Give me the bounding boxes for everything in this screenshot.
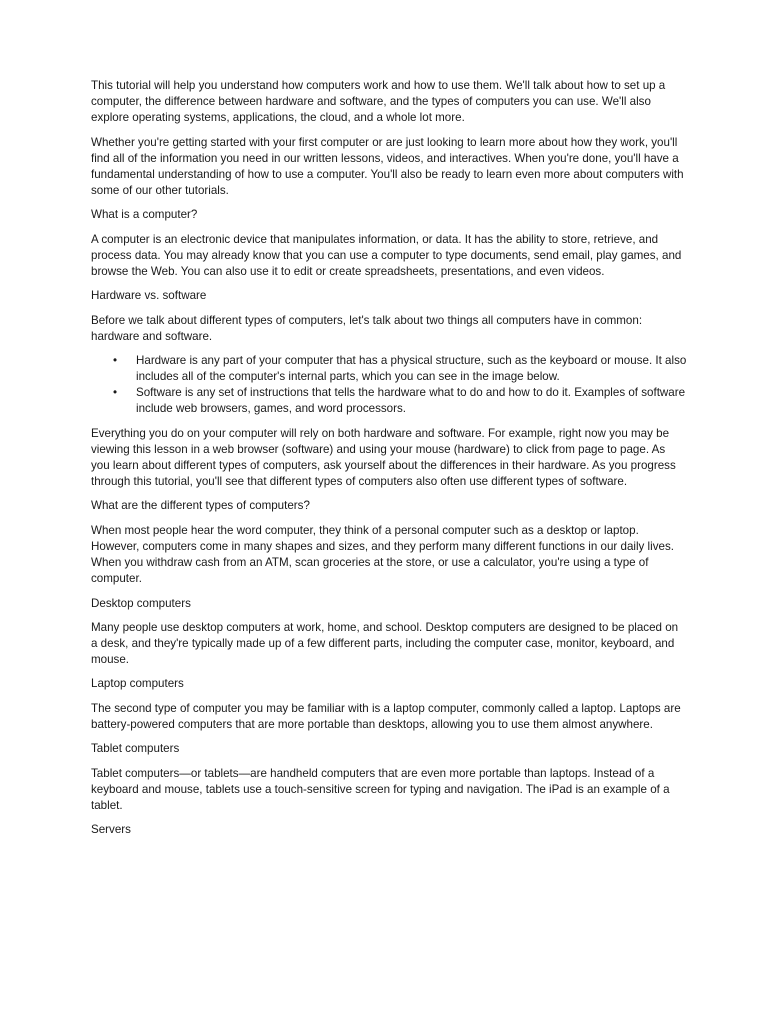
list-item-text: Hardware is any part of your computer that has a physical structure, such as the keyboard or mouse. It also includes all of the computer's internal parts, which you can see in the image below.	[136, 354, 687, 384]
body-paragraph: Everything you do on your computer will rely on both hardware and software. For example, right now you may be viewing this lesson in a web browser (software) and using your mouse (hardware) to click from page to page. As you learn about different types of computers, ask yourself about the differences in their hardware. As you progress through this tutorial, you'll see that different types of computers also often use different types of software.	[91, 426, 676, 489]
list-item	[91, 353, 687, 385]
body-paragraph: Before we talk about different types of computers, let's talk about two things all computers have in common: hardware and software.	[91, 313, 643, 343]
document-page	[91, 78, 687, 847]
list-item-text: Software is any set of instructions that tells the hardware what to do and how to do it. Examples of software include web browsers, games, and word processors.	[136, 386, 686, 416]
body-paragraph: Tablet computers—or tablets—are handheld computers that are even more portable than laptops. Instead of a keyboard and mouse, tablets use a touch-sensitive screen for typing and navigation. The iPad is an example of a tablet.	[91, 766, 670, 812]
section-heading: Desktop computers	[91, 596, 191, 610]
section-heading: Servers	[91, 823, 131, 837]
body-paragraph: The second type of computer you may be familiar with is a laptop computer, commonly called a laptop. Laptops are battery-powered computers that are more portable than desktops, allowing you to use them almost anywhere.	[91, 701, 681, 731]
body-paragraph: A computer is an electronic device that manipulates information, or data. It has the ability to store, retrieve, and process data. You may already know that you can use a computer to type documents, send email, play games, and browse the Web. You can also use it to edit or create spreadsheets, presentations, and even videos.	[91, 232, 682, 278]
section-heading: Laptop computers	[91, 677, 184, 691]
body-paragraph: Many people use desktop computers at work, home, and school. Desktop computers are designed to be placed on a desk, and they're typically made up of a few different parts, including the computer case, monitor, keyboard, and mouse.	[91, 620, 679, 667]
bullet-list	[91, 353, 687, 417]
bullet-icon: •	[113, 354, 118, 368]
body-paragraph: When most people hear the word computer, they think of a personal computer such as a desktop or laptop. However, computers come in many shapes and sizes, and they perform many different functions in our daily lives. When you withdraw cash from an ATM, scan groceries at the store, or use a calculator, you're using a type of computer.	[91, 523, 674, 586]
section-heading: What is a computer?	[91, 208, 198, 222]
intro-paragraph: This tutorial will help you understand how computers work and how to use them. We'll talk about how to set up a computer, the difference between hardware and software, and the types of computers you can use. We'll also explore operating systems, applications, the cloud, and a whole lot more.	[91, 79, 666, 125]
list-item	[91, 385, 687, 417]
intro-paragraph: Whether you're getting started with your first computer or are just looking to learn more about how they work, you'll find all of the information you need in our written lessons, videos, and interactives. When you're done, you'll have a fundamental understanding of how to use a computer. You'll also be ready to learn even more about computers with some of our other tutorials.	[91, 135, 684, 197]
section-heading: What are the different types of computers?	[91, 499, 310, 513]
bullet-icon: •	[113, 386, 118, 400]
section-heading: Hardware vs. software	[91, 289, 207, 303]
section-heading: Tablet computers	[91, 742, 180, 756]
